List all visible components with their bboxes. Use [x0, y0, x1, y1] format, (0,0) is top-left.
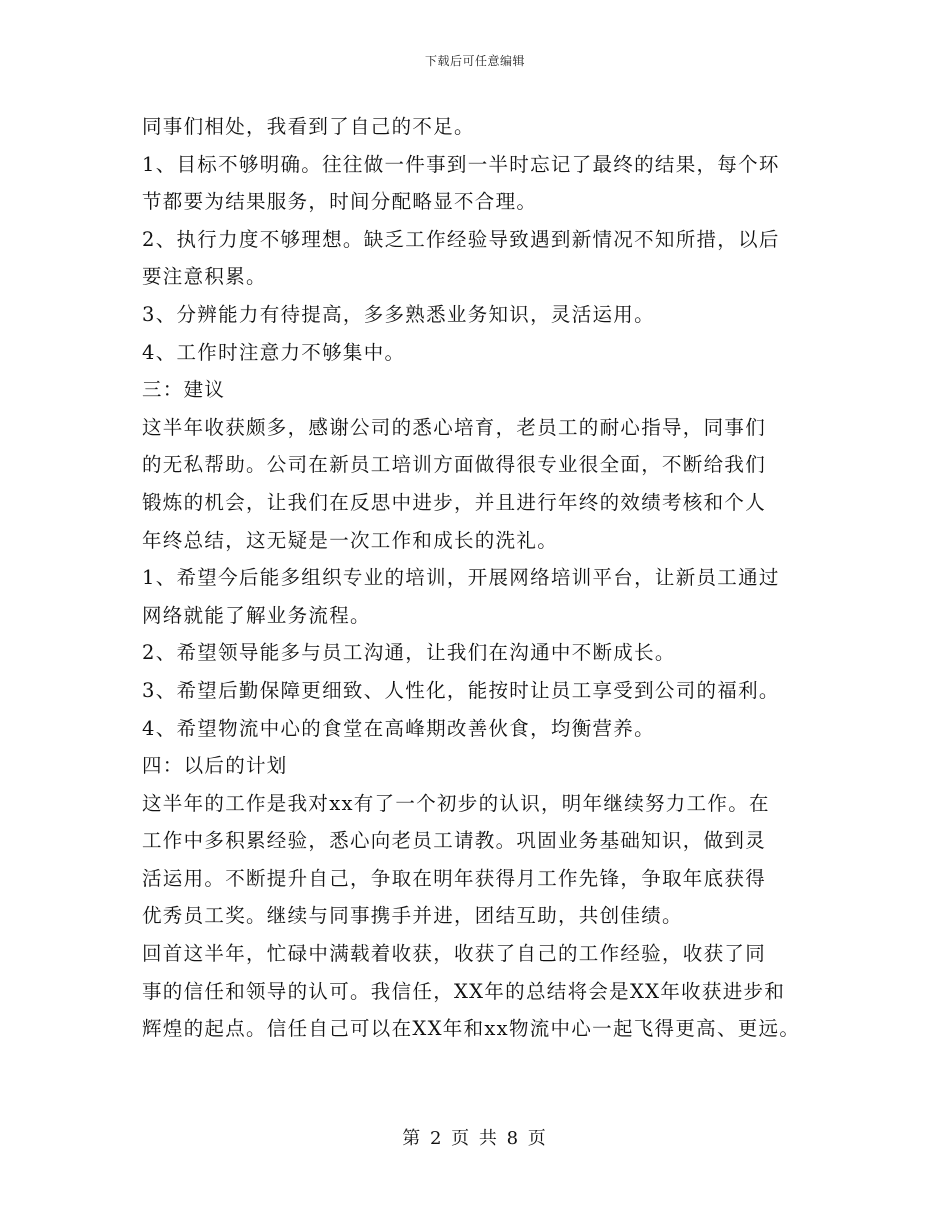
- text-line: 的无私帮助。公司在新员工培训方面做得很专业很全面，不断给我们: [142, 453, 767, 477]
- text-line: 工作中多积累经验，悉心向老员工请教。巩固业务基础知识，做到灵: [142, 829, 767, 853]
- text-line: 2、希望领导能多与员工沟通，让我们在沟通中不断成长。: [142, 641, 676, 665]
- text-line: 这半年收获颇多，感谢公司的悉心培育，老员工的耐心指导，同事们: [142, 415, 767, 439]
- section-heading: 三：建议: [142, 378, 226, 402]
- page-indicator: 第 2 页 共 8 页: [402, 1128, 548, 1149]
- text-line: 2、执行力度不够理想。缺乏工作经验导致遇到新情况不知所措，以后: [142, 227, 780, 251]
- text-line: 优秀员工奖。继续与同事携手并进，团结互助，共创佳绩。: [142, 904, 683, 928]
- text-line: 事的信任和领导的认可。我信任，XX年的总结将会是XX年收获进步和: [142, 979, 786, 1003]
- text-line: 同事们相处，我看到了自己的不足。: [142, 115, 475, 138]
- text-line: 锻炼的机会，让我们在反思中进步，并且进行年终的效绩考核和个人: [142, 490, 767, 514]
- text-line: 1、希望今后能多组织专业的培训，开展网络培训平台，让新员工通过: [142, 566, 780, 590]
- text-line: 年终总结，这无疑是一次工作和成长的洗礼。: [142, 528, 559, 552]
- text-line: 要注意积累。: [142, 265, 267, 289]
- text-line: 3、分辨能力有待提高，多多熟悉业务知识，灵活运用。: [142, 302, 655, 326]
- text-line: 回首这半年，忙碌中满载着收获，收获了自己的工作经验，收获了同: [142, 942, 767, 966]
- text-line: 这半年的工作是我对xx有了一个初步的认识，明年继续努力工作。在: [142, 791, 770, 815]
- header-note: 下载后可任意编辑: [424, 54, 525, 68]
- text-line: 4、希望物流中心的食堂在高峰期改善伙食，均衡营养。: [142, 716, 655, 740]
- text-line: 4、工作时注意力不够集中。: [142, 340, 406, 364]
- text-line: 1、目标不够明确。往往做一件事到一半时忘记了最终的结果，每个环: [142, 152, 780, 176]
- section-heading: 四：以后的计划: [142, 754, 288, 778]
- document-body: [142, 108, 842, 1048]
- text-line: 3、希望后勤保障更细致、人性化，能按时让员工享受到公司的福利。: [142, 678, 780, 702]
- text-line: 辉煌的起点。信任自己可以在XX年和xx物流中心一起飞得更高、更远。: [142, 1017, 801, 1041]
- text-line: 活运用。不断提升自己，争取在明年获得月工作先锋，争取年底获得: [142, 866, 767, 890]
- text-line: 节都要为结果服务，时间分配略显不合理。: [142, 190, 538, 214]
- text-line: 网络就能了解业务流程。: [142, 603, 371, 627]
